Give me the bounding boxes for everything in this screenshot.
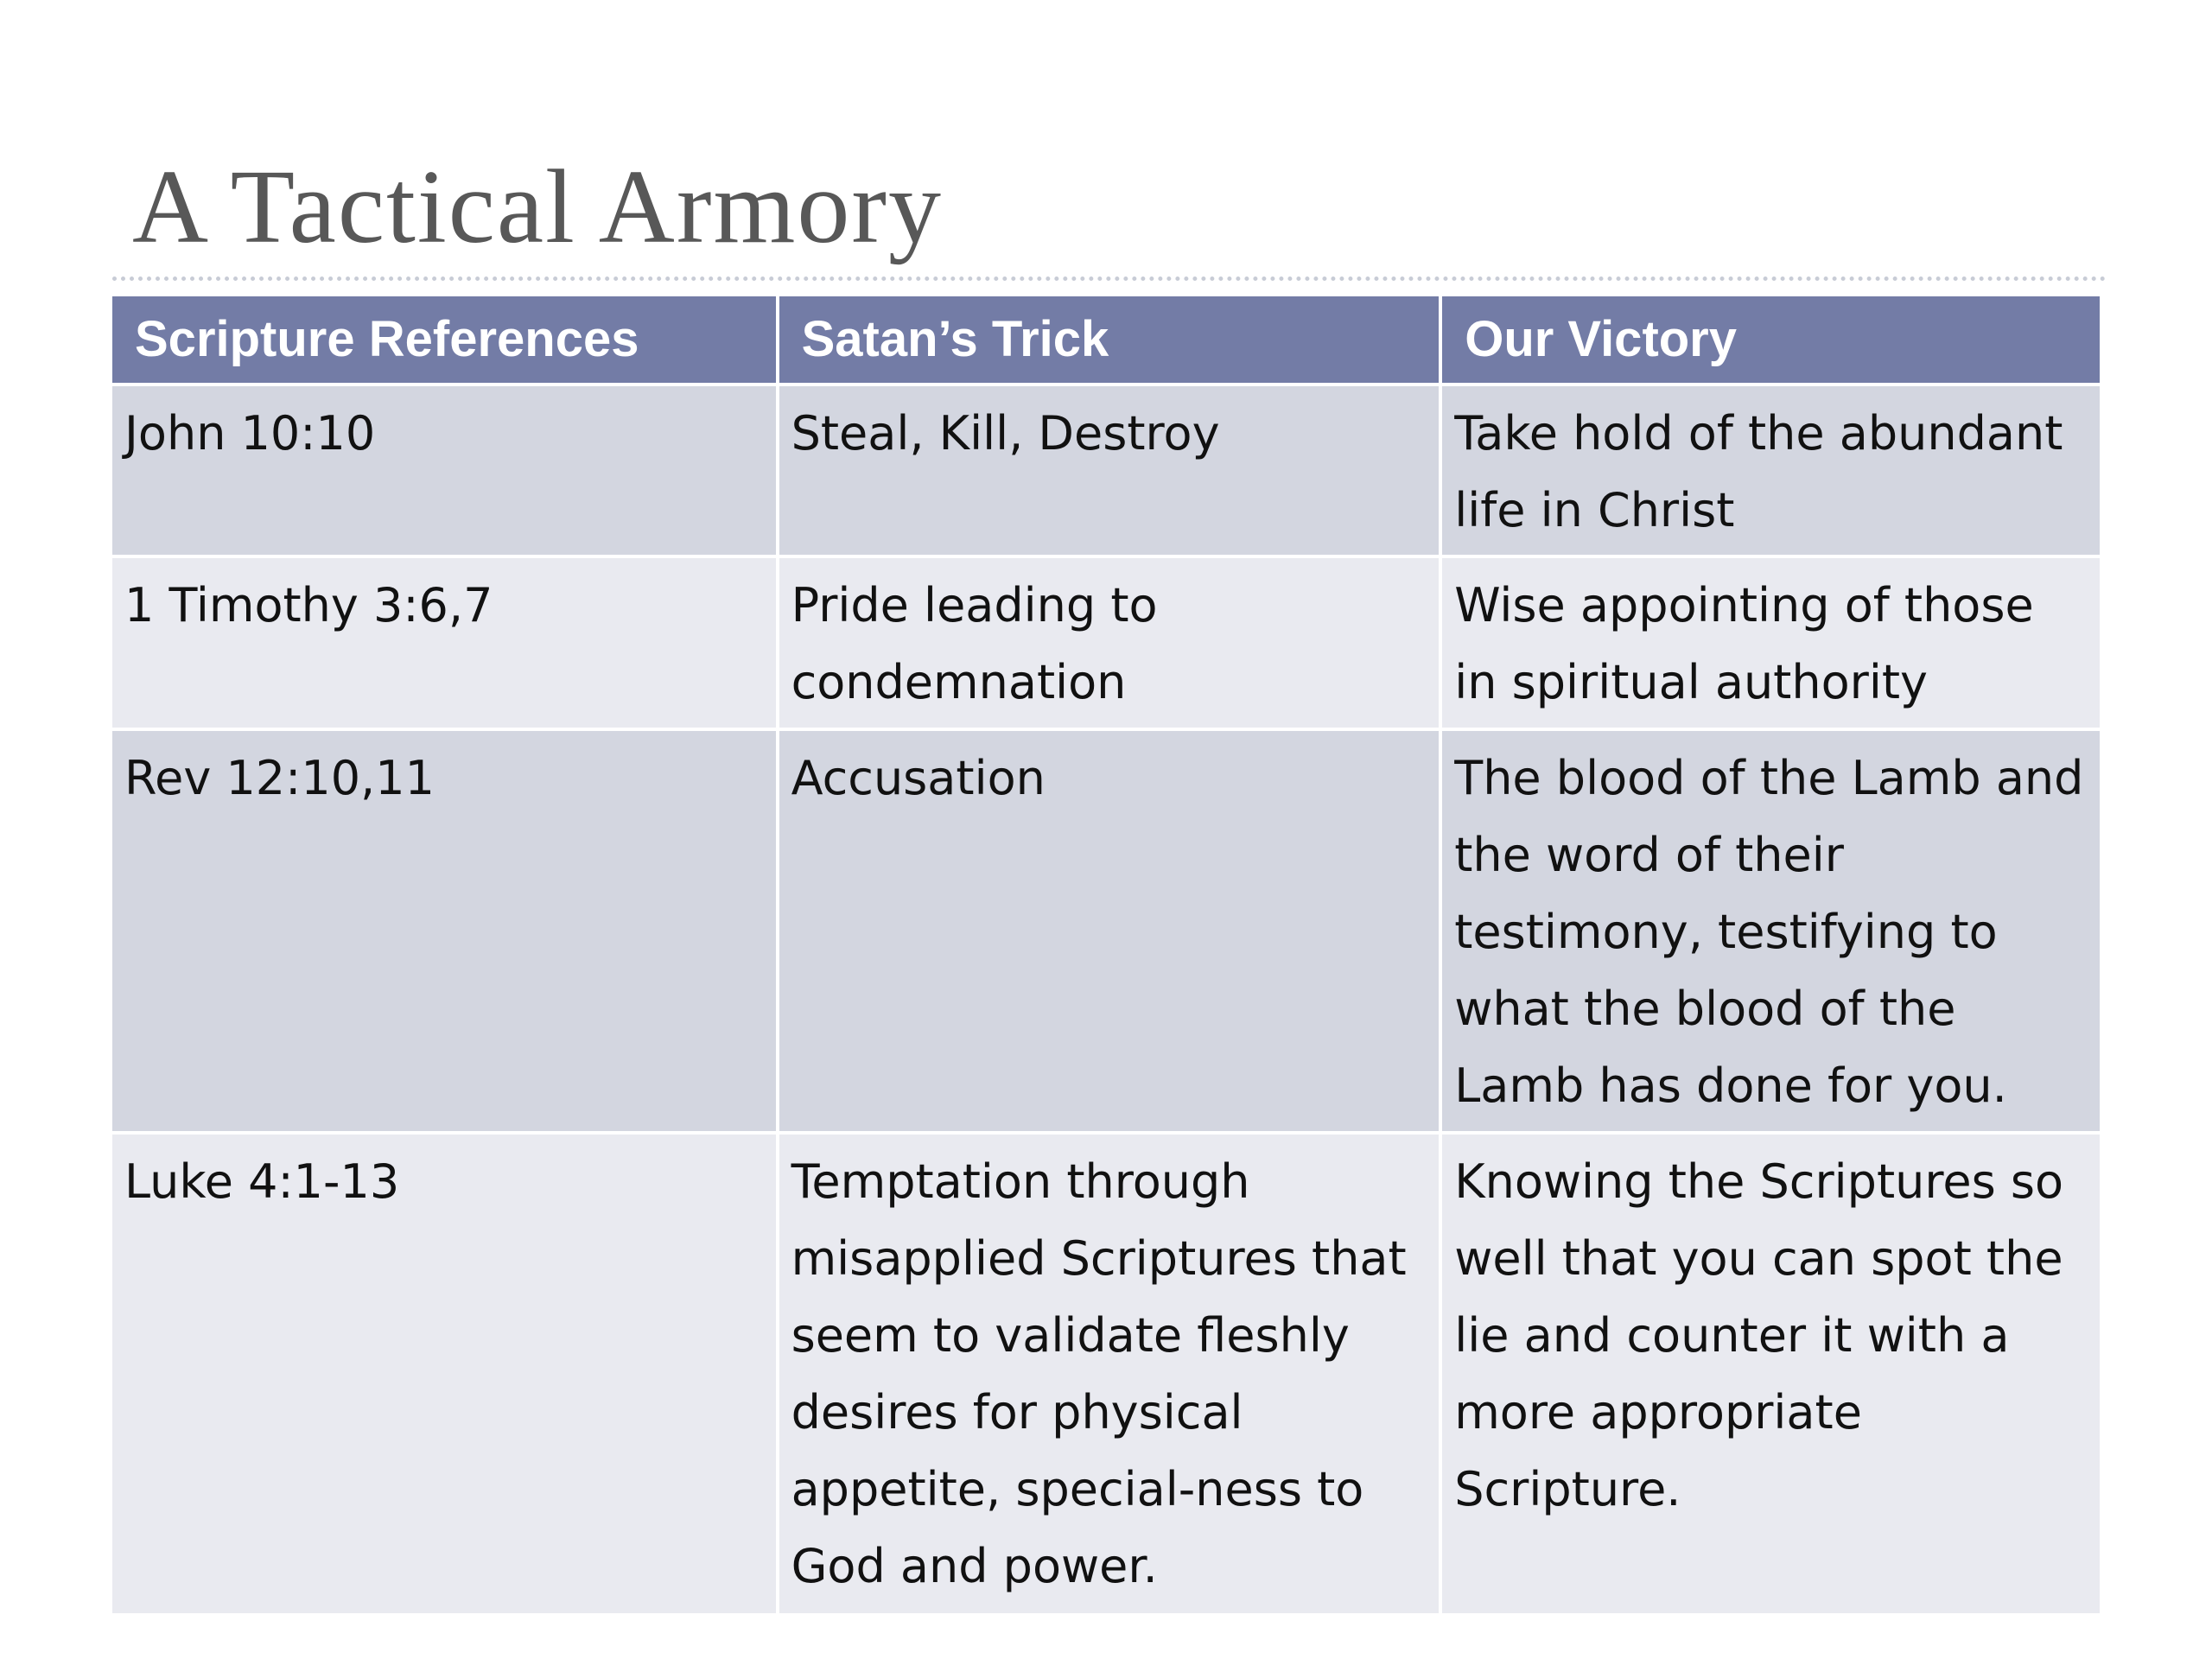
cell-victory: Knowing the Scriptures so well that you can spot the lie and counter it with a more appropriate Scripture. bbox=[1442, 1135, 2100, 1613]
cell-victory: Wise appointing of those in spiritual authority bbox=[1442, 558, 2100, 728]
header-scripture-references: Scripture References bbox=[112, 296, 776, 383]
header-satans-trick: Satan’s Trick bbox=[779, 296, 1440, 383]
cell-reference: Luke 4:1-13 bbox=[112, 1135, 776, 1613]
cell-victory: The blood of the Lamb and the word of their testimony, testifying to what the blood of the Lamb has done for you. bbox=[1442, 731, 2100, 1131]
armory-table bbox=[109, 293, 2103, 1617]
table-row bbox=[112, 731, 2100, 1131]
header-our-victory: Our Victory bbox=[1442, 296, 2100, 383]
cell-trick: Accusation bbox=[779, 731, 1440, 1131]
table-row bbox=[112, 558, 2100, 728]
table-row bbox=[112, 1135, 2100, 1613]
cell-reference: John 10:10 bbox=[112, 386, 776, 555]
cell-reference: 1 Timothy 3:6,7 bbox=[112, 558, 776, 728]
table-row bbox=[112, 386, 2100, 555]
table-header-row bbox=[112, 296, 2100, 383]
slide-title: A Tactical Armory bbox=[132, 149, 943, 265]
cell-trick: Steal, Kill, Destroy bbox=[779, 386, 1440, 555]
cell-trick: Temptation through misapplied Scriptures that seem to validate fleshly desires for physical appetite, special-ness to God and power. bbox=[779, 1135, 1440, 1613]
cell-victory: Take hold of the abundant life in Christ bbox=[1442, 386, 2100, 555]
cell-reference: Rev 12:10,11 bbox=[112, 731, 776, 1131]
title-divider bbox=[112, 276, 2107, 281]
cell-trick: Pride leading to condemnation bbox=[779, 558, 1440, 728]
